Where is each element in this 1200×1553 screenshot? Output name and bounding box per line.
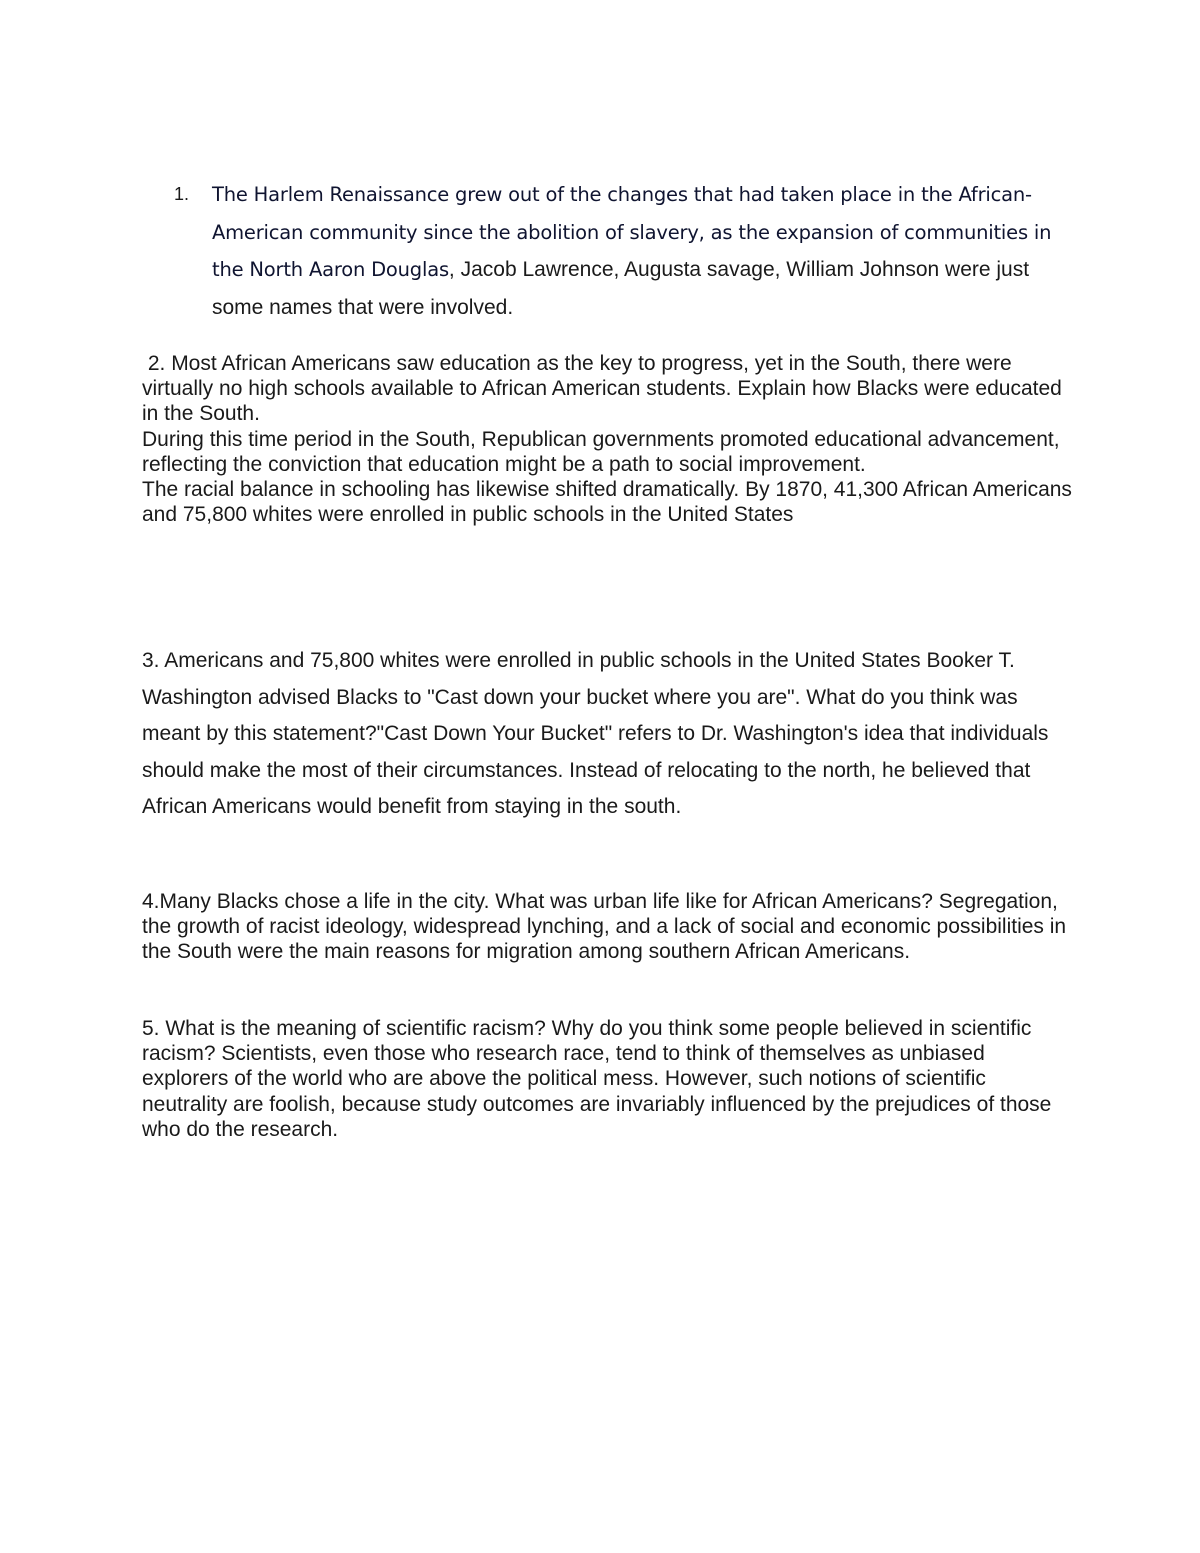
question-2 [142,351,1072,527]
question-1 [174,176,1074,326]
question-3: 3. Americans and 75,800 whites were enrolled in public schools in the United States Booker T. Washington advised Blacks to "Cast down your bucket where you are". What do you think was meant by this statement?"Cast Down Your Bucket" refers to Dr. Washington's idea that individuals should make the most of their circumstances. Instead of relocating to the north, he believed that African Americans would benefit from staying in the south. [142,649,1049,819]
question-4: 4.Many Blacks chose a life in the city. What was urban life like for African Americans? Segregation, the growth of racist ideology, widespread lynching, and a lack of social and economic possibilities in the South were the main reasons for migration among southern African Americans. [142,890,1067,964]
list-number: 1. [174,184,190,204]
question-1-emphasis: The Harlem Renaissance grew out of the changes that had taken place in the African-American community since the abolition of slavery, as the expansion of communities in the North Aaron Douglas [212,183,1052,281]
question-5: 5. What is the meaning of scientific racism? Why do you think some people believed in scientific racism? Scientists, even those who research race, tend to think of themselves as unbiased explorers of the world who are above the political mess. However, such notions of scientific neutrality are foolish, because study outcomes are invariably influenced by the prejudices of those who do the research. [142,1017,1052,1141]
question-2-answer-1: During this time period in the South, Republican governments promoted educational advancement, reflecting the conviction that education might be a path to social improvement. [142,427,1060,476]
question-2-prompt: 2. Most African Americans saw education as the key to progress, yet in the South, there were virtually no high schools available to African American students. Explain how Blacks were educated in the South. [142,352,1068,426]
question-2-answer-2: The racial balance in schooling has likewise shifted dramatically. By 1870, 41,300 African Americans and 75,800 whites were enrolled in public schools in the United States [142,478,1072,527]
question-1-text [212,176,1074,326]
question-1-rest: , Jacob Lawrence, Augusta savage, William Johnson were just some names that were involved. [212,258,1030,319]
